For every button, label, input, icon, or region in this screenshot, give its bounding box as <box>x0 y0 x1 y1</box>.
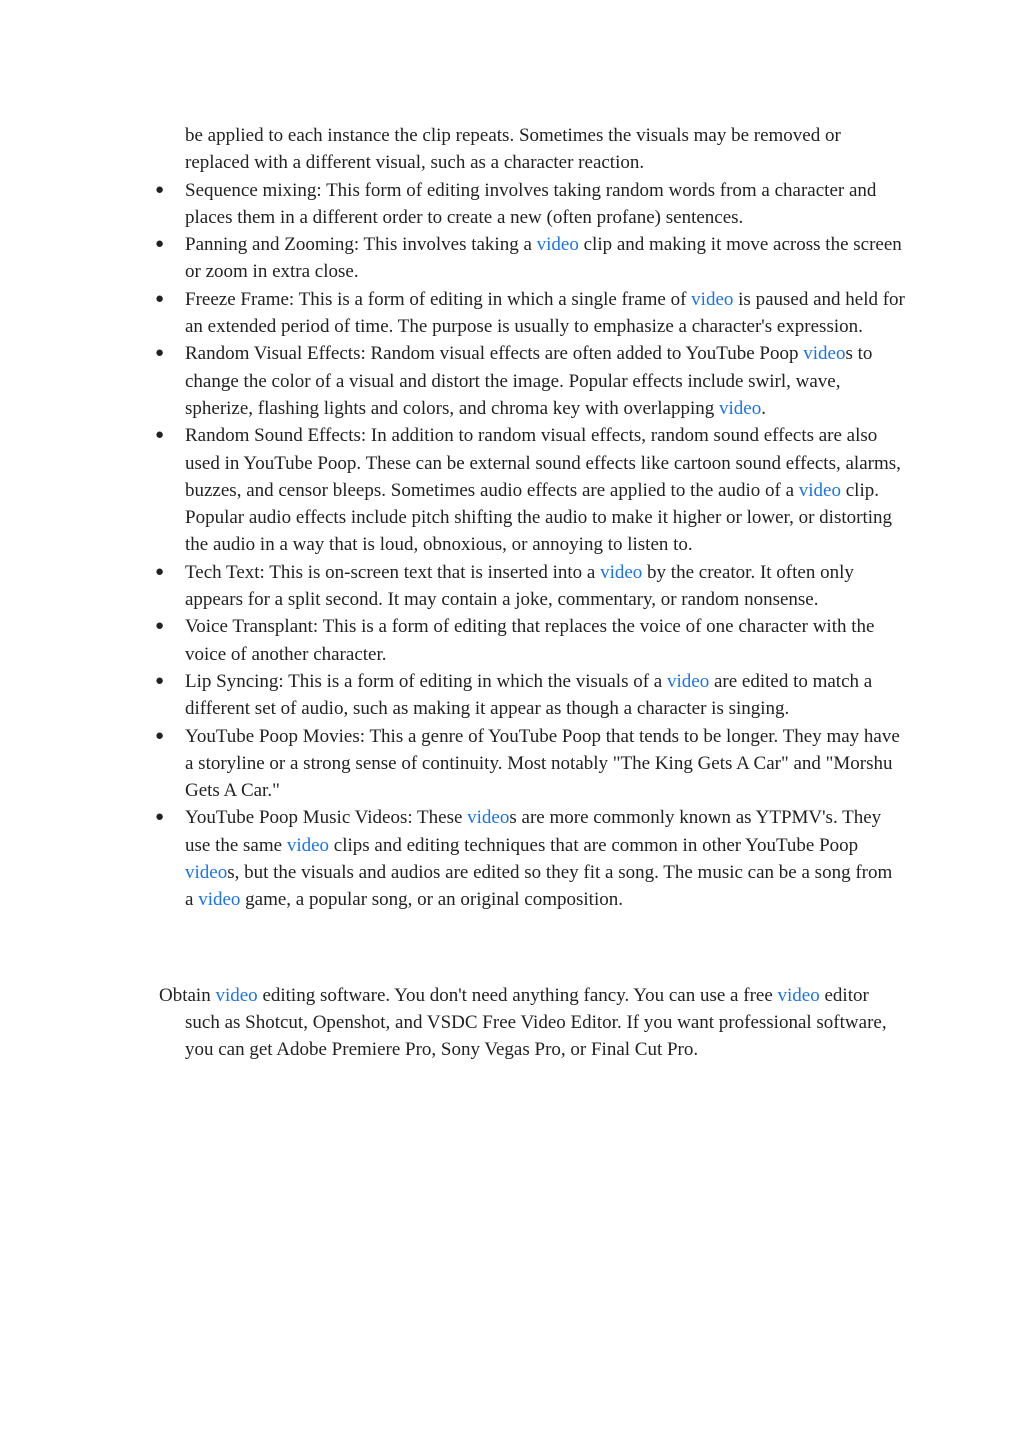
video-link[interactable]: video <box>777 984 820 1006</box>
continuation-paragraph: be applied to each instance the clip repeats. Sometimes the visuals may be removed or replaced with a different visual, such as a character reaction. <box>185 125 841 174</box>
technique-list <box>155 177 905 914</box>
video-link[interactable]: video <box>691 288 734 310</box>
video-link[interactable]: video <box>803 343 846 365</box>
list-item: ● YouTube Poop Music Videos: These videos are more commonly known as YTPMV's. They use the same video clips and editing techniques that are common in other YouTube Poop videos, but the visuals and audios are edited so they fit a song. The music can be a song from a video game, a popular song, or an original composition. <box>155 804 905 913</box>
bullet-icon: ● <box>155 290 165 307</box>
list-item: ● Random Visual Effects: Random visual effects are often added to YouTube Poop videos to change the color of a visual and distort the image. Popular effects include swirl, wave, spherize, flashing lights and colors, and chroma key with overlapping video. <box>155 340 905 422</box>
bullet-icon: ● <box>155 563 165 580</box>
bullet-icon: ● <box>155 427 165 444</box>
video-link[interactable]: video <box>666 670 710 692</box>
video-link[interactable]: video <box>198 889 241 911</box>
list-item: ● Random Sound Effects: In addition to random visual effects, random sound effects are also used in YouTube Poop. These can be external sound effects like cartoon sound effects, alarms, buzzes, and censor bleeps. Sometimes audio effects are applied to the audio of a video clip. Popular audio effects include pitch shifting the audio to make it higher or lower, or distorting the audio in a way that is loud, obnoxious, or annoying to listen to. <box>155 422 905 558</box>
video-link[interactable]: video <box>718 397 762 419</box>
list-item: ● Sequence mixing: This form of editing involves taking random words from a character and places them in a different order to create a new (often profane) sentences. <box>155 177 905 232</box>
list-item: ● YouTube Poop Movies: This a genre of YouTube Poop that tends to be longer. They may have a storyline or a strong sense of continuity. Most notably "The King Gets A Car" and "Morshu Gets A Car." <box>155 723 905 805</box>
obtain-software-paragraph: Obtain video editing software. You don't need anything fancy. You can use a free video editor such as Shotcut, Openshot, and VSDC Free Video Editor. If you want professional software, you can get Adobe Premiere Pro, Sony Vegas Pro, or Final Cut Pro. <box>159 984 887 1061</box>
video-link[interactable]: video <box>600 561 643 583</box>
bullet-icon: ● <box>155 618 165 635</box>
bullet-icon: ● <box>155 181 165 198</box>
video-link[interactable]: video <box>536 234 579 256</box>
video-link[interactable]: video <box>798 479 841 501</box>
list-item: ● Lip Syncing: This is a form of editing in which the visuals of a video are edited to match a different set of audio, such as making it appear as though a character is singing. <box>155 668 905 723</box>
video-link[interactable]: video <box>467 807 510 829</box>
video-link[interactable]: video <box>215 984 258 1006</box>
bullet-icon: ● <box>155 809 165 826</box>
list-item: ● Freeze Frame: This is a form of editing in which a single frame of video is paused and held for an extended period of time. The purpose is usually to emphasize a character's expression. <box>155 286 905 341</box>
list-item: ● Panning and Zooming: This involves taking a video clip and making it move across the screen or zoom in extra close. <box>155 231 905 286</box>
bullet-icon: ● <box>155 727 165 744</box>
video-link[interactable]: video <box>286 834 330 856</box>
document-content <box>155 122 905 1064</box>
list-item: ● Tech Text: This is on-screen text that is inserted into a video by the creator. It often only appears for a split second. It may contain a joke, commentary, or random nonsense. <box>155 559 905 614</box>
bullet-icon: ● <box>155 236 165 253</box>
bullet-icon: ● <box>155 345 165 362</box>
list-item: ● Voice Transplant: This is a form of editing that replaces the voice of one character with the voice of another character. <box>155 613 905 668</box>
video-link[interactable]: video <box>185 862 228 884</box>
bullet-icon: ● <box>155 672 165 689</box>
